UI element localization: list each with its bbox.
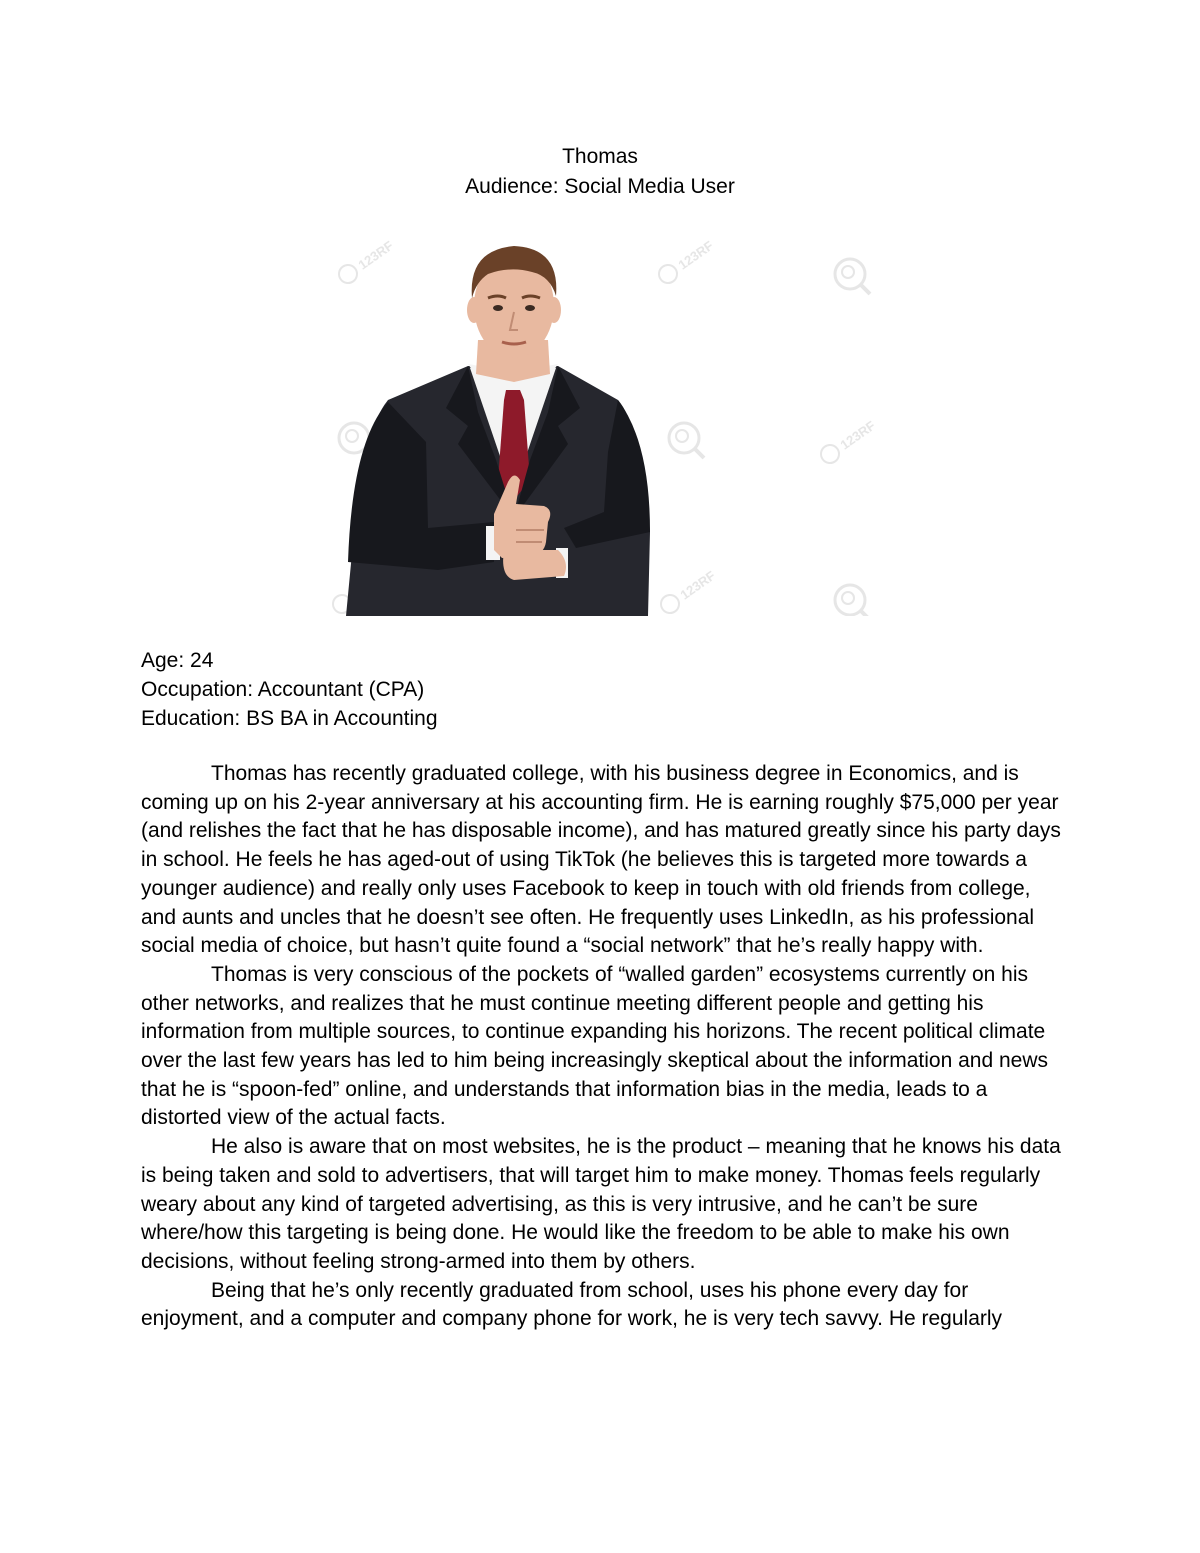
paragraph: He also is aware that on most websites, he is the product – meaning that he knows his data is being taken and sold to advertisers, that will target him to make money. Thomas feels regularly weary about any kind of targeted advertising, as this is very intrusive, and he can’t be sure where/how this targeting is being done. He would like the freedom to be able to make his own decisions, without feeling strong-armed into them by others. — [141, 1135, 1061, 1273]
persona-photo — [318, 232, 884, 616]
watermark-label: 123RF — [355, 237, 397, 273]
persona-audience: Audience: Social Media User — [465, 175, 735, 198]
paragraph: Thomas has recently graduated college, with his business degree in Economics, and is coming up on his 2-year anniversary at his accounting firm. He is earning roughly $75,000 per year (and relishes the fact that he has disposable income), and has matured greatly since his party days in school. He feels he has aged-out of using TikTok (he believes this is targeted more towards a younger audience) and really only uses Facebook to keep in touch with old friends from college, and aunts and uncles that he doesn’t see often. He frequently uses LinkedIn, as his professional social media of choice, but hasn’t quite found a “social network” that he’s really happy with. — [141, 762, 1061, 958]
paragraph: Thomas is very conscious of the pockets of “walled garden” ecosystems currently on his other networks, and realizes that he must continue meeting different people and getting his information from multiple sources, to continue expanding his horizons. The recent political climate over the last few years has led to him being increasingly skeptical about the information and news that he is “spoon-fed” online, and understands that information bias in the media, leads to a distorted view of the actual facts. — [141, 962, 1048, 1130]
persona-header — [0, 142, 1200, 202]
watermark-label: 123RF — [677, 567, 719, 603]
persona-description — [141, 760, 1061, 1334]
watermark-label: 123RF — [675, 237, 717, 273]
persona-education: Education: BS BA in Accounting — [141, 707, 438, 730]
persona-occupation: Occupation: Accountant (CPA) — [141, 678, 425, 701]
persona-name: Thomas — [562, 145, 638, 168]
persona-facts — [141, 646, 438, 733]
paragraph: Being that he’s only recently graduated from school, uses his phone every day for enjoyment, and a computer and company phone for work, he is very tech savvy. He regularly — [141, 1278, 1003, 1331]
watermark-label: 123RF — [837, 417, 879, 453]
persona-age: Age: 24 — [141, 649, 214, 672]
